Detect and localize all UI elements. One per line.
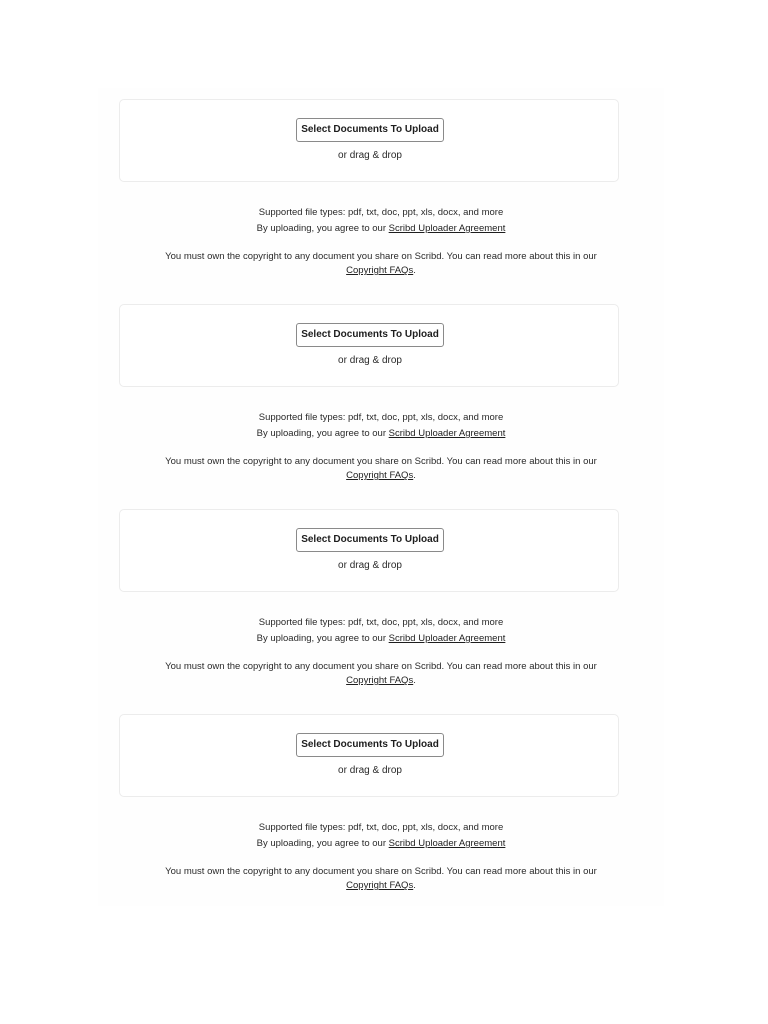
drop-zone[interactable]: [119, 509, 619, 592]
copyright-faq-line: [98, 470, 664, 481]
agreement-line: [98, 838, 664, 849]
drag-drop-text: or drag & drop: [338, 765, 402, 776]
upload-page: [98, 88, 664, 906]
drag-drop-text: or drag & drop: [338, 560, 402, 571]
agreement-prefix: By uploading, you agree to our: [256, 633, 389, 644]
uploader-agreement-link[interactable]: Scribd Uploader Agreement: [388, 223, 506, 234]
drop-zone[interactable]: [119, 99, 619, 182]
copyright-suffix: .: [413, 470, 416, 481]
drag-drop-text: or drag & drop: [338, 150, 402, 161]
copyright-faqs-link[interactable]: Copyright FAQs: [346, 675, 414, 686]
agreement-prefix: By uploading, you agree to our: [256, 428, 389, 439]
uploader-agreement-link[interactable]: Scribd Uploader Agreement: [388, 838, 506, 849]
select-documents-button[interactable]: Select Documents To Upload: [296, 733, 444, 757]
copyright-suffix: .: [413, 265, 416, 276]
copyright-faq-line: [98, 675, 664, 686]
select-documents-button[interactable]: Select Documents To Upload: [296, 528, 444, 552]
drop-zone[interactable]: [119, 714, 619, 797]
supported-file-types: Supported file types: pdf, txt, doc, ppt, xls, docx, and more: [258, 617, 504, 628]
select-documents-button[interactable]: Select Documents To Upload: [296, 323, 444, 347]
copyright-faqs-link[interactable]: Copyright FAQs: [346, 470, 414, 481]
copyright-notice: You must own the copyright to any document you share on Scribd. You can read more about this in our: [165, 661, 597, 672]
agreement-line: [98, 633, 664, 644]
supported-file-types: Supported file types: pdf, txt, doc, ppt, xls, docx, and more: [258, 207, 504, 218]
select-documents-button[interactable]: Select Documents To Upload: [296, 118, 444, 142]
copyright-notice: You must own the copyright to any document you share on Scribd. You can read more about this in our: [165, 251, 597, 262]
drop-zone[interactable]: [119, 304, 619, 387]
copyright-suffix: .: [413, 675, 416, 686]
agreement-prefix: By uploading, you agree to our: [256, 838, 389, 849]
uploader-agreement-link[interactable]: Scribd Uploader Agreement: [388, 428, 506, 439]
copyright-faqs-link[interactable]: Copyright FAQs: [346, 880, 414, 891]
supported-file-types: Supported file types: pdf, txt, doc, ppt, xls, docx, and more: [258, 412, 504, 423]
supported-file-types: Supported file types: pdf, txt, doc, ppt, xls, docx, and more: [258, 822, 504, 833]
uploader-agreement-link[interactable]: Scribd Uploader Agreement: [388, 633, 506, 644]
agreement-line: [98, 223, 664, 234]
copyright-suffix: .: [413, 880, 416, 891]
copyright-faq-line: [98, 265, 664, 276]
agreement-prefix: By uploading, you agree to our: [256, 223, 389, 234]
copyright-faq-line: [98, 880, 664, 891]
agreement-line: [98, 428, 664, 439]
copyright-notice: You must own the copyright to any document you share on Scribd. You can read more about this in our: [165, 866, 597, 877]
drag-drop-text: or drag & drop: [338, 355, 402, 366]
copyright-faqs-link[interactable]: Copyright FAQs: [346, 265, 414, 276]
copyright-notice: You must own the copyright to any document you share on Scribd. You can read more about this in our: [165, 456, 597, 467]
